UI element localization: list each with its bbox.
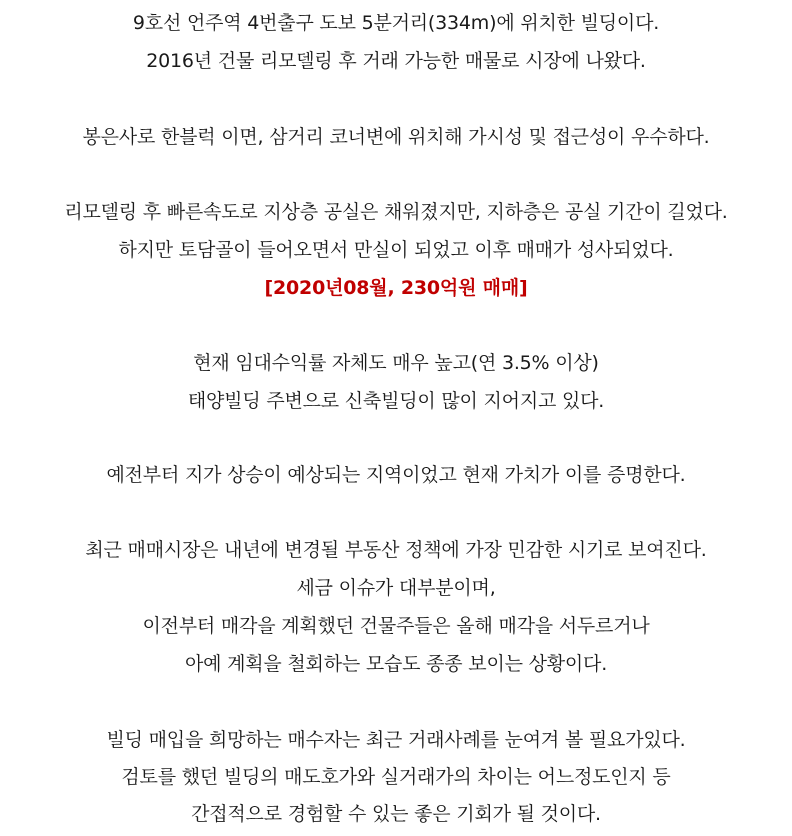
- text-line: 리모델링 후 빠른속도로 지상층 공실은 채워졌지만, 지하층은 공실 기간이 길었다.: [64, 201, 728, 223]
- text-line: 하지만 토담골이 들어오면서 만실이 되었고 이후 매매가 성사되었다.: [118, 239, 674, 261]
- text-line: 2016년 건물 리모델링 후 거래 가능한 매물로 시장에 나왔다.: [146, 50, 646, 72]
- text-line: 9호선 언주역 4번출구 도보 5분거리(334m)에 위치한 빌딩이다.: [132, 12, 660, 34]
- text-line: 봉은사로 한블럭 이면, 삼거리 코너변에 위치해 가시성 및 접근성이 우수하다.: [82, 126, 710, 148]
- text-line: 최근 매매시장은 내년에 변경될 부동산 정책에 가장 민감한 시기로 보여진다.: [85, 539, 707, 561]
- sale-highlight: [2020년08월, 230억원 매매]: [264, 277, 528, 299]
- text-line: 검토를 했던 빌딩의 매도호가와 실거래가의 차이는 어느정도인지 등: [121, 766, 671, 788]
- text-line: 예전부터 지가 상승이 예상되는 지역이었고 현재 가치가 이를 증명한다.: [106, 464, 686, 486]
- text-line: 현재 임대수익률 자체도 매우 높고(연 3.5% 이상): [193, 352, 599, 374]
- text-line: 이전부터 매각을 계획했던 건물주들은 올해 매각을 서두르거나: [142, 615, 650, 637]
- text-line: 태양빌딩 주변으로 신축빌딩이 많이 지어지고 있다.: [187, 390, 605, 412]
- text-line: 아예 계획을 철회하는 모습도 종종 보이는 상황이다.: [184, 653, 608, 675]
- text-line: 간접적으로 경험할 수 있는 좋은 기회가 될 것이다.: [191, 803, 601, 825]
- text-line: 세금 이슈가 대부분이며,: [296, 577, 496, 599]
- text-line: 빌딩 매입을 희망하는 매수자는 최근 거래사례를 눈여겨 볼 필요가있다.: [106, 729, 686, 751]
